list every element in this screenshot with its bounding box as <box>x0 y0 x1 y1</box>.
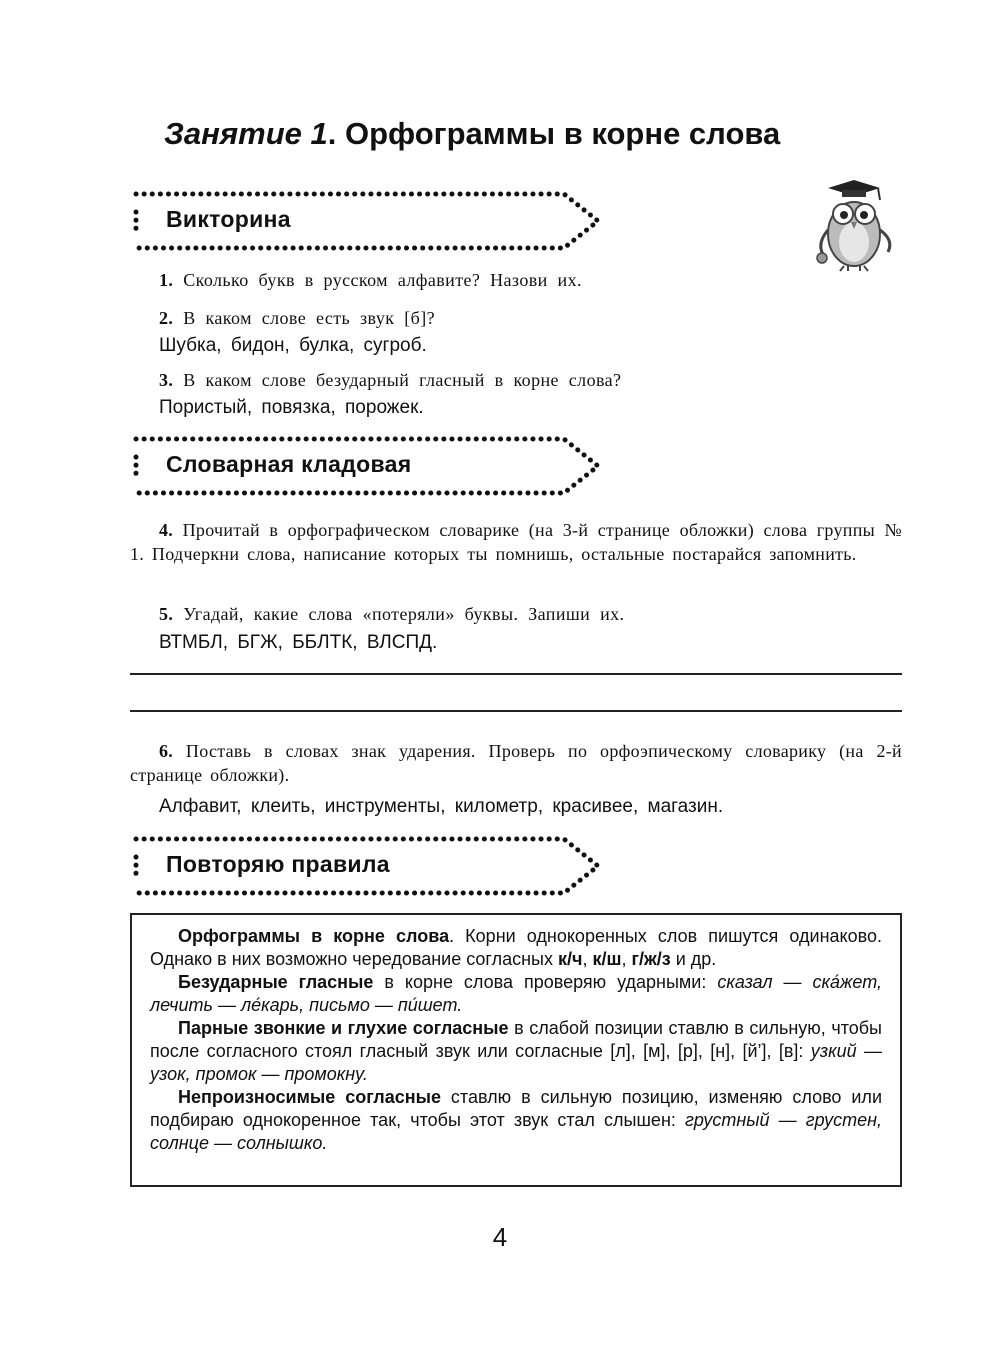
task-1: 1. Сколько букв в русском алфавите? Назови их. <box>159 270 582 290</box>
writing-line-1[interactable] <box>130 673 902 675</box>
task-6: 6. Поставь в словах знак ударения. Проверь по орфоэпическому словарику (на 2-й странице обложки). <box>130 741 902 785</box>
rule-unstressed-vowels: Безударные гласные в корне слова проверяю ударными: сказал — ска́жет, лечить — ле́карь, письмо — пи́шет. <box>150 972 882 1015</box>
task-4: 4. Прочитай в орфографическом словарике (на 3-й странице обложки) слова группы № 1. Подчеркни слова, написание которых ты помнишь, остальные постарайся запомнить. <box>130 520 902 564</box>
owl-graduate-icon <box>808 178 900 272</box>
rule-paired-consonants: Парные звонкие и глухие согласные в слабой позиции ставлю в сильную, чтобы после согласного стоял гласный звук или согласные [л], [м], [р], [н], [й’], [в]: узкий — узок, промок — промокну. <box>150 1018 883 1084</box>
writing-line-2[interactable] <box>130 710 902 712</box>
section-title-dictionary: Словарная кладовая <box>166 451 412 477</box>
task-5: 5. Угадай, какие слова «потеряли» буквы. Запиши их. <box>159 604 625 624</box>
task-2-words: Шубка, бидон, булка, сугроб. <box>159 335 427 356</box>
task-6-words: Алфавит, клеить, инструменты, километр, красивее, магазин. <box>159 796 724 817</box>
lesson-topic: . Орфограммы в корне слова <box>327 116 781 151</box>
section-title-quiz: Викторина <box>166 206 291 232</box>
page-number: 4 <box>492 1222 508 1252</box>
task-3-words: Пористый, повязка, порожек. <box>159 397 424 418</box>
task-5-words: ВТМБЛ, БГЖ, ББЛТК, ВЛСПД. <box>159 632 438 653</box>
task-2: 2. В каком слове есть звук [б]? <box>159 308 435 328</box>
section-banner-quiz <box>132 190 602 252</box>
section-banner-rules <box>132 835 602 897</box>
task-3: 3. В каком слове безударный гласный в корне слова? <box>159 370 622 390</box>
page-title <box>164 116 780 152</box>
section-banner-dictionary <box>132 435 602 497</box>
lesson-number: Занятие 1 <box>164 116 328 151</box>
rules-box <box>130 913 902 1187</box>
section-title-rules: Повторяю правила <box>166 851 390 877</box>
rule-root-spelling: Орфограммы в корне слова. Корни однокоренных слов пишутся одинаково. Однако в них возможно чередование согласных к/ч, к/ш, г/ж/з и др. <box>150 926 882 969</box>
rule-silent-consonants: Непроизносимые согласные ставлю в сильную позицию, изменяю слово или подбираю однокоренное так, чтобы этот звук стал слышен: грустный — грустен, солнце — солнышко. <box>150 1087 882 1153</box>
